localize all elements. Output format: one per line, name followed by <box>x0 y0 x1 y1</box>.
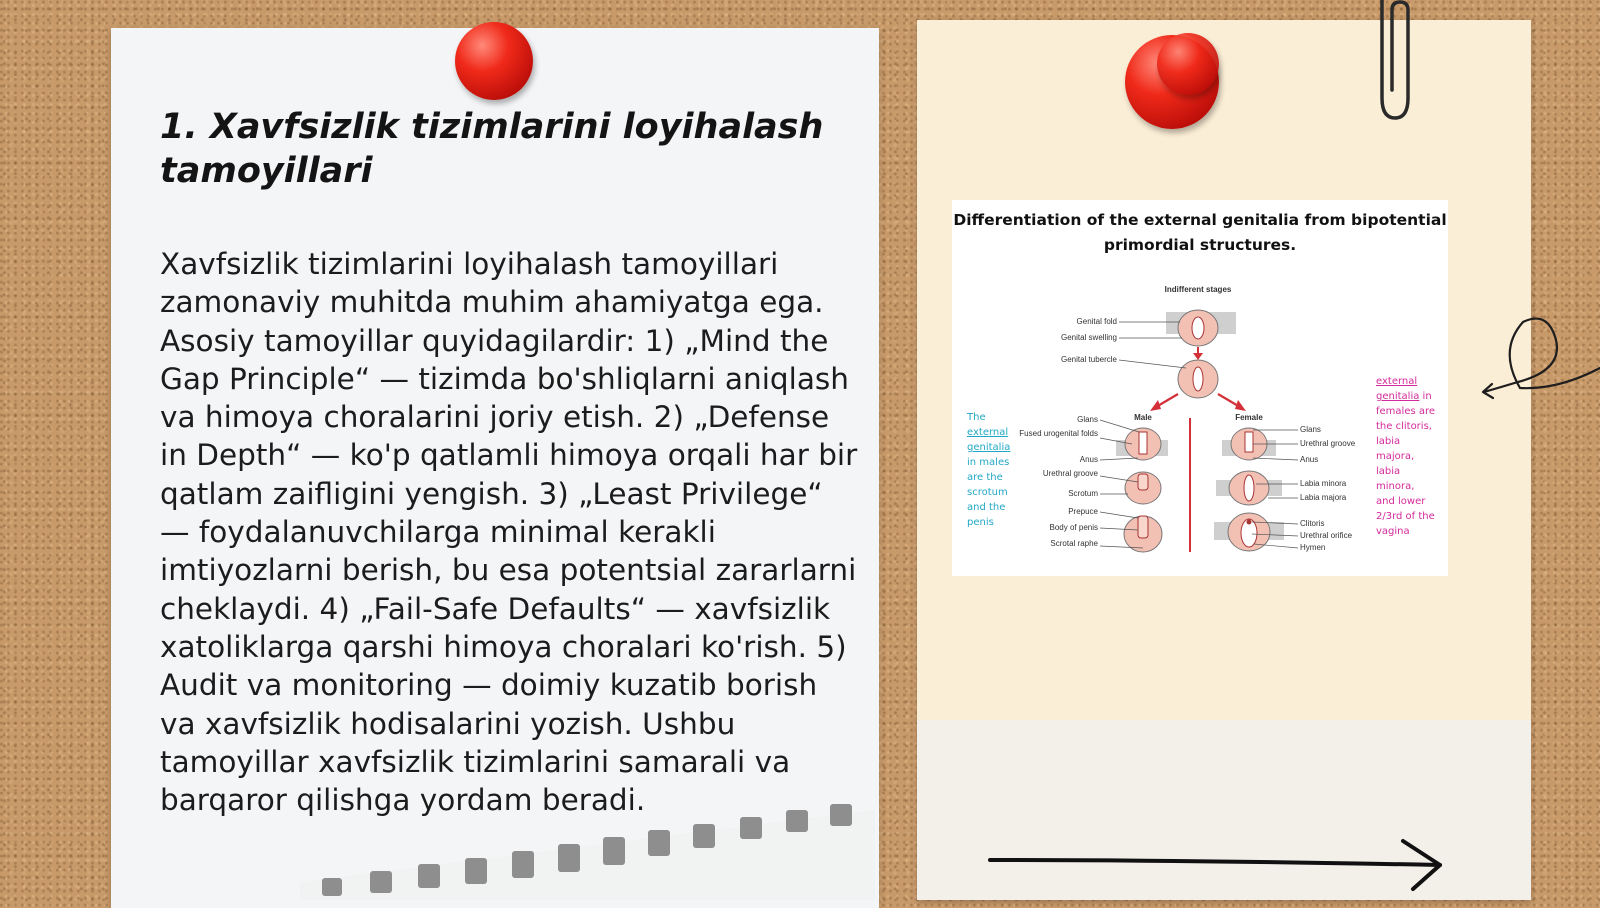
top-label-genital-fold: Genital fold <box>1076 317 1117 326</box>
female-label-anus: Anus <box>1300 455 1319 464</box>
male-label-body-of-penis: Body of penis <box>1049 523 1098 532</box>
male-label-scrotal-raphe: Scrotal raphe <box>1050 539 1098 548</box>
male-label-anus: Anus <box>1079 455 1098 464</box>
male-label-scrotum: Scrotum <box>1068 489 1098 498</box>
male-note <box>967 410 1015 530</box>
male-note-prefix: The <box>967 412 986 423</box>
female-label-labia-minora: Labia minora <box>1300 479 1347 488</box>
top-label-genital-swelling: Genital swelling <box>1060 333 1117 342</box>
male-note-suffix: in males are the scrotum and the penis <box>967 457 1010 528</box>
paperclip-icon <box>1370 0 1420 125</box>
male-heading: Male <box>1134 413 1152 422</box>
pin-highlight-icon <box>1157 33 1219 95</box>
female-label-glans: Glans <box>1300 425 1321 434</box>
female-note <box>1376 374 1436 539</box>
indifferent-stages-label: Indifferent stages <box>1164 285 1232 294</box>
female-label-urethral-orifice: Urethral orifice <box>1300 531 1353 540</box>
top-label-genital-tubercle: Genital tubercle <box>1060 355 1117 364</box>
genitalia-differentiation-diagram <box>952 200 1448 576</box>
male-note-link[interactable]: external genitalia <box>967 427 1011 453</box>
female-label-urethral-groove: Urethral groove <box>1300 439 1356 448</box>
pin-icon <box>455 22 533 100</box>
male-label-fused-folds: Fused urogenital folds <box>1019 429 1098 438</box>
male-label-urethral-groove: Urethral groove <box>1042 469 1098 478</box>
page-title: 1. Xavfsizlik tizimlarini loyihalash tamoyillari <box>160 107 824 191</box>
torn-paper-strip <box>300 800 880 900</box>
arrow-right-icon <box>985 835 1450 895</box>
female-label-hymen: Hymen <box>1300 543 1326 552</box>
scribble-arrow-icon <box>1478 310 1600 410</box>
female-label-labia-majora: Labia majora <box>1300 493 1347 502</box>
body-paragraph: Xavfsizlik tizimlarini loyihalash tamoyillari zamonaviy muhitda muhim ahamiyatga ega. Asosiy tamoyillar quyidagilardir: 1) „Mind the Gap Principle“ — tizimda bo'shliqlarni aniqlash va himoya choralarini joriy etish. 2) „Defense in Depth“ — ko'p qatlamli himoya orqali har bir qatlam zaifligini yengish. 3) „Least Privilege“ — foydalanuvchilarga minimal kerakli imtiyozlarni berish, bu esa potentsial zararlarni cheklaydi. 4) „Fail-Safe Defaults“ — xavfsizlik xatoliklarga qarshi himoya choralari ko'rish. 5) Audit va monitoring — doimiy kuzatib borish va xavfsizlik hodisalarini yozish. Ushbu tamoyillar xavfsizlik tizimlarini samarali va barqaror qilishga yordam beradi. <box>160 247 858 818</box>
female-label-clitoris: Clitoris <box>1300 519 1325 528</box>
male-label-glans: Glans <box>1077 415 1098 424</box>
male-label-prepuce: Prepuce <box>1068 507 1098 516</box>
female-heading: Female <box>1235 413 1263 422</box>
figure-title: Differentiation of the external genitalia from bipotential primordial structures. <box>953 211 1447 254</box>
female-note-suffix: in females are the clitoris, labia majora, labia minora, and lower 2/3rd of the vagina <box>1376 391 1436 537</box>
female-note-link[interactable]: external genitalia <box>1376 376 1420 402</box>
diagram-figure <box>952 200 1448 576</box>
